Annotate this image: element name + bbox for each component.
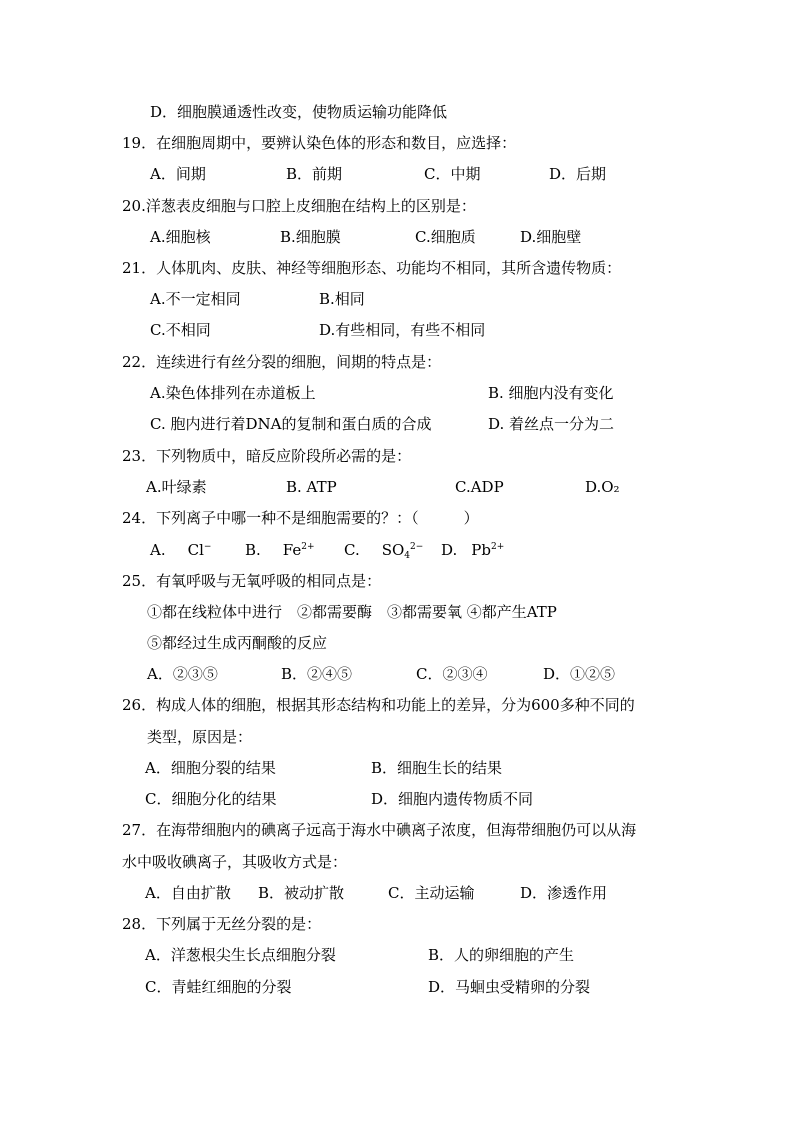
q24-option-c xyxy=(344,540,423,560)
q20-option-d: D.细胞壁 xyxy=(520,228,582,246)
q21-option-d: D.有些相同，有些不相同 xyxy=(319,321,486,339)
q25-stem: 25．有氧呼吸与无氧呼吸的相同点是： xyxy=(122,572,382,590)
q22-option-c: C. 胞内进行着DNA的复制和蛋白质的合成 xyxy=(150,415,432,433)
q18-option-d: D．细胞膜通透性改变，使物质运输功能降低 xyxy=(150,103,448,121)
q28-option-d: D．马蛔虫受精卵的分裂 xyxy=(428,978,591,996)
q26-stem-line1: 26．构成人体的细胞，根据其形态结构和功能上的差异，分为600多种不同的 xyxy=(122,696,635,714)
q26-option-b: B．细胞生长的结果 xyxy=(371,759,503,777)
q25-items-line1: ①都在线粒体中进行 ②都需要酶 ③都需要氧 ④都产生ATP xyxy=(147,603,557,621)
q24-option-c-charge: 2− xyxy=(410,542,424,552)
q28-option-b: B．人的卵细胞的产生 xyxy=(428,946,575,964)
q25-option-b: B．②④⑤ xyxy=(281,665,353,683)
q20-option-a: A.细胞核 xyxy=(150,228,211,246)
q28-option-c: C．青蛙红细胞的分裂 xyxy=(145,978,292,996)
q22-option-a: A.染色体排列在赤道板上 xyxy=(150,384,316,402)
q24-option-b xyxy=(245,540,315,560)
q23-option-c: C.ADP xyxy=(455,478,504,496)
q19-stem: 19．在细胞周期中，要辨认染色体的形态和数目，应选择： xyxy=(122,134,517,152)
q28-stem: 28．下列属于无丝分裂的是： xyxy=(122,915,322,933)
q25-option-d: D．①②⑤ xyxy=(543,665,616,683)
q23-option-b: B. ATP xyxy=(286,478,337,496)
q20-option-c: C.细胞质 xyxy=(415,228,476,246)
q19-option-a: A．间期 xyxy=(150,165,206,183)
q26-option-d: D．细胞内遗传物质不同 xyxy=(371,790,534,808)
q27-stem-line2: 水中吸收碘离子，其吸收方式是： xyxy=(122,853,348,871)
q24-option-d-ion: Pb xyxy=(471,541,491,559)
q19-option-d: D．后期 xyxy=(549,165,607,183)
q21-option-a: A.不一定相同 xyxy=(150,290,241,308)
q27-option-d: D．渗透作用 xyxy=(520,884,608,902)
q27-option-c: C．主动运输 xyxy=(388,884,475,902)
q26-stem-line2: 类型，原因是： xyxy=(147,728,253,746)
q26-option-c: C．细胞分化的结果 xyxy=(145,790,277,808)
q23-stem: 23．下列物质中，暗反应阶段所必需的是： xyxy=(122,447,412,465)
q24-option-a-ion: Cl xyxy=(187,541,204,559)
q24-option-d-charge: 2+ xyxy=(490,542,505,552)
q21-option-b: B.相同 xyxy=(319,290,365,308)
q27-stem-line1: 27．在海带细胞内的碘离子远高于海水中碘离子浓度，但海带细胞仍可以从海 xyxy=(122,821,637,839)
q24-option-a-charge: − xyxy=(203,542,212,552)
q24-option-b-charge: 2+ xyxy=(301,542,315,552)
q27-option-b: B．被动扩散 xyxy=(258,884,345,902)
q19-option-b: B．前期 xyxy=(286,165,343,183)
q25-option-c: C．②③④ xyxy=(416,665,488,683)
q20-stem: 20.洋葱表皮细胞与口腔上皮细胞在结构上的区别是： xyxy=(122,197,476,215)
q24-option-b-letter: B. xyxy=(245,541,261,559)
q25-option-a: A．②③⑤ xyxy=(147,665,218,683)
q22-option-b: B. 细胞内没有变化 xyxy=(488,384,614,402)
q28-option-a: A．洋葱根尖生长点细胞分裂 xyxy=(145,946,336,964)
q24-option-a-letter: A. xyxy=(150,541,166,559)
q24-option-c-letter: C. xyxy=(344,541,360,559)
q24-option-b-ion: Fe xyxy=(282,541,302,559)
q27-option-a: A．自由扩散 xyxy=(145,884,231,902)
q24-option-d xyxy=(441,540,504,560)
q24-option-c-ion: SO xyxy=(381,541,405,559)
q20-option-b: B.细胞膜 xyxy=(280,228,341,246)
q23-option-a: A.叶绿素 xyxy=(146,478,207,496)
q24-option-a xyxy=(150,540,211,560)
q22-stem: 22．连续进行有丝分裂的细胞，间期的特点是： xyxy=(122,353,442,371)
q21-option-c: C.不相同 xyxy=(150,321,211,339)
q25-items-line2: ⑤都经过生成丙酮酸的反应 xyxy=(147,634,328,652)
q22-option-d: D. 着丝点一分为二 xyxy=(488,415,615,433)
q26-option-a: A．细胞分裂的结果 xyxy=(145,759,276,777)
q21-stem: 21．人体肌肉、皮肤、神经等细胞形态、功能均不相同，其所含遗传物质： xyxy=(122,259,622,277)
q19-option-c: C．中期 xyxy=(424,165,481,183)
q24-option-d-letter: D. xyxy=(441,541,458,559)
q24-option-c-subscript: 4 xyxy=(404,551,411,561)
q24-stem: 24．下列离子中哪一种不是细胞需要的？：（ ） xyxy=(122,509,479,527)
q23-option-d: D.O₂ xyxy=(585,478,620,496)
